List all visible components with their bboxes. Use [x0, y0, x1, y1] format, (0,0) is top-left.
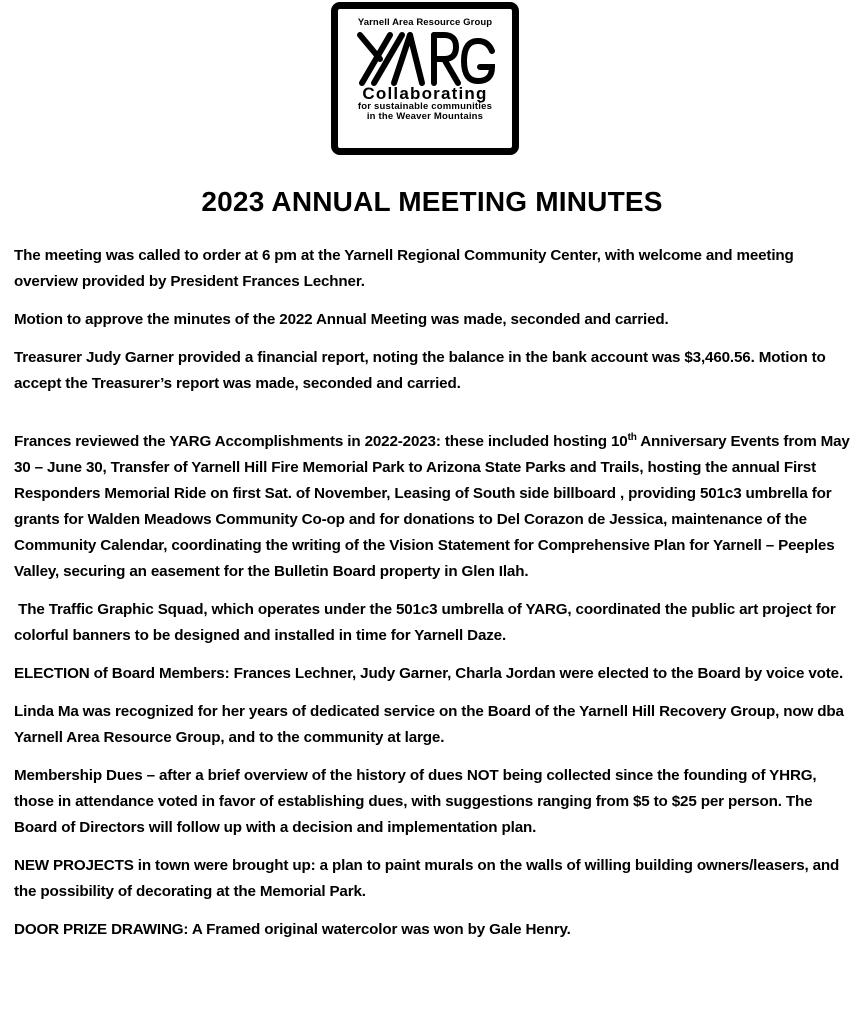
- logo-tagline-line2: in the Weaver Mountains: [366, 111, 484, 122]
- paragraph-accomplishments: [14, 429, 854, 585]
- document-title: 2023 ANNUAL MEETING MINUTES: [201, 186, 663, 217]
- paragraph-membership-dues: Membership Dues – after a brief overview of the history of dues NOT being collected since the founding of YHRG, those in attendance voted in favor of establishing dues, with suggestions ranging from $5 to $25 per person. The Board of Directors will follow up with a decision and implementation plan.: [14, 767, 817, 836]
- paragraph-traffic-squad: The Traffic Graphic Squad, which operates under the 501c3 umbrella of YARG, coordinated the public art project for colorful banners to be designed and installed in time for Yarnell Daze.: [14, 601, 840, 644]
- logo-org-name: Yarnell Area Resource Group: [357, 17, 493, 28]
- paragraph-treasurer-report: Treasurer Judy Garner provided a financial report, noting the balance in the bank account was $3,460.56. Motion to accept the Treasurer’s report was made, seconded and carried.: [14, 349, 826, 392]
- logo-tagline-main: Collaborating: [362, 84, 488, 103]
- paragraph-election: ELECTION of Board Members: Frances Lechner, Judy Garner, Charla Jordan were elected to the Board by voice vote.: [14, 665, 844, 682]
- yarg-logo-mark-icon: [350, 29, 500, 87]
- accomplishments-text-a: Frances reviewed the YARG Accomplishments in 2022-2023: these included hosting 10: [14, 433, 628, 450]
- yarg-logo: [331, 2, 519, 155]
- accomplishments-text-b: Anniversary Events from May 30 – June 30, Transfer of Yarnell Hill Fire Memorial Park to Arizona State Parks and Trails, hosting the annual First Responders Memorial Ride on first Sat. of November, Leasing of South side billboard , providing 501c3 umbrella for grants for Walden Meadows Community Co-op and for donations to Del Corazon de Jessica, maintenance of the Community Calendar, coordinating the writing of the Vision Statement for Comprehensive Plan for Yarnell – Peeples Valley, securing an easement for the Bulletin Board property in Glen Ilah.: [14, 433, 850, 580]
- paragraph-call-to-order: The meeting was called to order at 6 pm at the Yarnell Regional Community Center, with welcome and meeting overview provided by President Frances Lechner.: [14, 247, 794, 290]
- ordinal-suffix: th: [627, 431, 637, 443]
- paragraph-recognition: Linda Ma was recognized for her years of dedicated service on the Board of the Yarnell Hill Recovery Group, now dba Yarnell Area Resource Group, and to the community at large.: [14, 703, 844, 746]
- paragraph-door-prize: DOOR PRIZE DRAWING: A Framed original watercolor was won by Gale Henry.: [14, 921, 571, 938]
- logo-tagline-line1: for sustainable communities: [357, 101, 493, 112]
- minutes-body: [14, 243, 854, 955]
- paragraph-new-projects: NEW PROJECTS in town were brought up: a plan to paint murals on the walls of willing building owners/leasers, and the possibility of decorating at the Memorial Park.: [14, 857, 840, 900]
- paragraph-minutes-motion: Motion to approve the minutes of the 2022 Annual Meeting was made, seconded and carried.: [14, 311, 669, 328]
